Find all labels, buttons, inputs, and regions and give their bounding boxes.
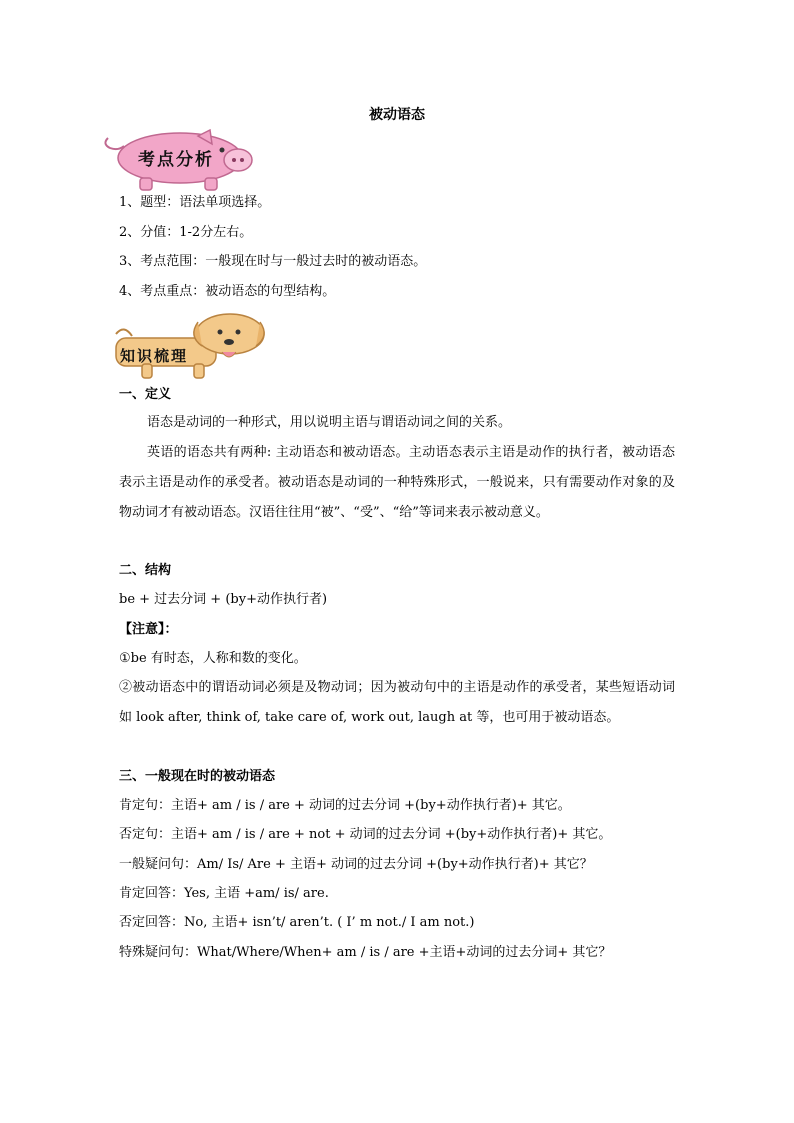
pattern-wh-question: 特殊疑问句：What/Where/When+ am / is / are +主语+动词的过去分词+ 其它？ (119, 945, 612, 960)
analysis-item-1: 1、题型：语法单项选择。 (119, 195, 271, 210)
page-title: 被动语态 (369, 107, 425, 123)
structure-formula: be + 过去分词 + (by+动作执行者) (119, 592, 328, 607)
section1-paragraph-2: 英语的语态共有两种: 主动语态和被动语态。主动语态表示主语是动作的执行者，被动语态表示主语是动作的承受者。被动语态是动词的一种特殊形式，一般说来，只有需要动作对象的及物动词才有被动语态。汉语往往用“被”、“受”、“给”等词来表示被动意义。 (119, 445, 675, 520)
section1-paragraph-1: 语态是动词的一种形式，用以说明主语与谓语动词之间的关系。 (147, 415, 512, 430)
note-label: 【注意】： (119, 622, 178, 637)
banner-knowledge (112, 312, 272, 380)
analysis-item-4: 4、考点重点：被动语态的句型结构。 (119, 284, 336, 299)
banner-analysis-label: 考点分析 (138, 150, 214, 170)
pattern-yes-no-question: 一般疑问句：Am/ Is/ Are + 主语+ 动词的过去分词 +(by+动作执行者)+ 其它？ (119, 857, 593, 872)
pattern-negative-answer: 否定回答：No, 主语+ isn’t/ aren’t. ( I’ m not./ I am not.) (119, 915, 475, 930)
section3-heading: 三、一般现在时的被动语态 (119, 769, 276, 784)
analysis-item-2: 2、分值：1-2分左右。 (119, 225, 253, 240)
note-item-2: ②被动语态中的谓语动词必须是及物动词；因为被动句中的主语是动作的承受者，某些短语动词如 look after, think of, take care of, work out, laugh at 等，也可用于被动语态。 (119, 680, 675, 725)
pattern-affirmative: 肯定句：主语+ am / is / are + 动词的过去分词 +(by+动作执行者)+ 其它。 (119, 798, 571, 813)
banner-analysis (100, 128, 260, 192)
section1-heading: 一、定义 (119, 387, 172, 402)
pattern-positive-answer: 肯定回答：Yes, 主语 +am/ is/ are. (119, 886, 329, 901)
note-item-1: ①be 有时态，人称和数的变化。 (119, 651, 307, 666)
pattern-negative: 否定句：主语+ am / is / are + not + 动词的过去分词 +(by+动作执行者)+ 其它。 (119, 827, 612, 842)
section2-heading: 二、结构 (119, 563, 172, 578)
banner-knowledge-label: 知识梳理 (120, 347, 189, 365)
analysis-item-3: 3、考点范围：一般现在时与一般过去时的被动语态。 (119, 254, 427, 269)
